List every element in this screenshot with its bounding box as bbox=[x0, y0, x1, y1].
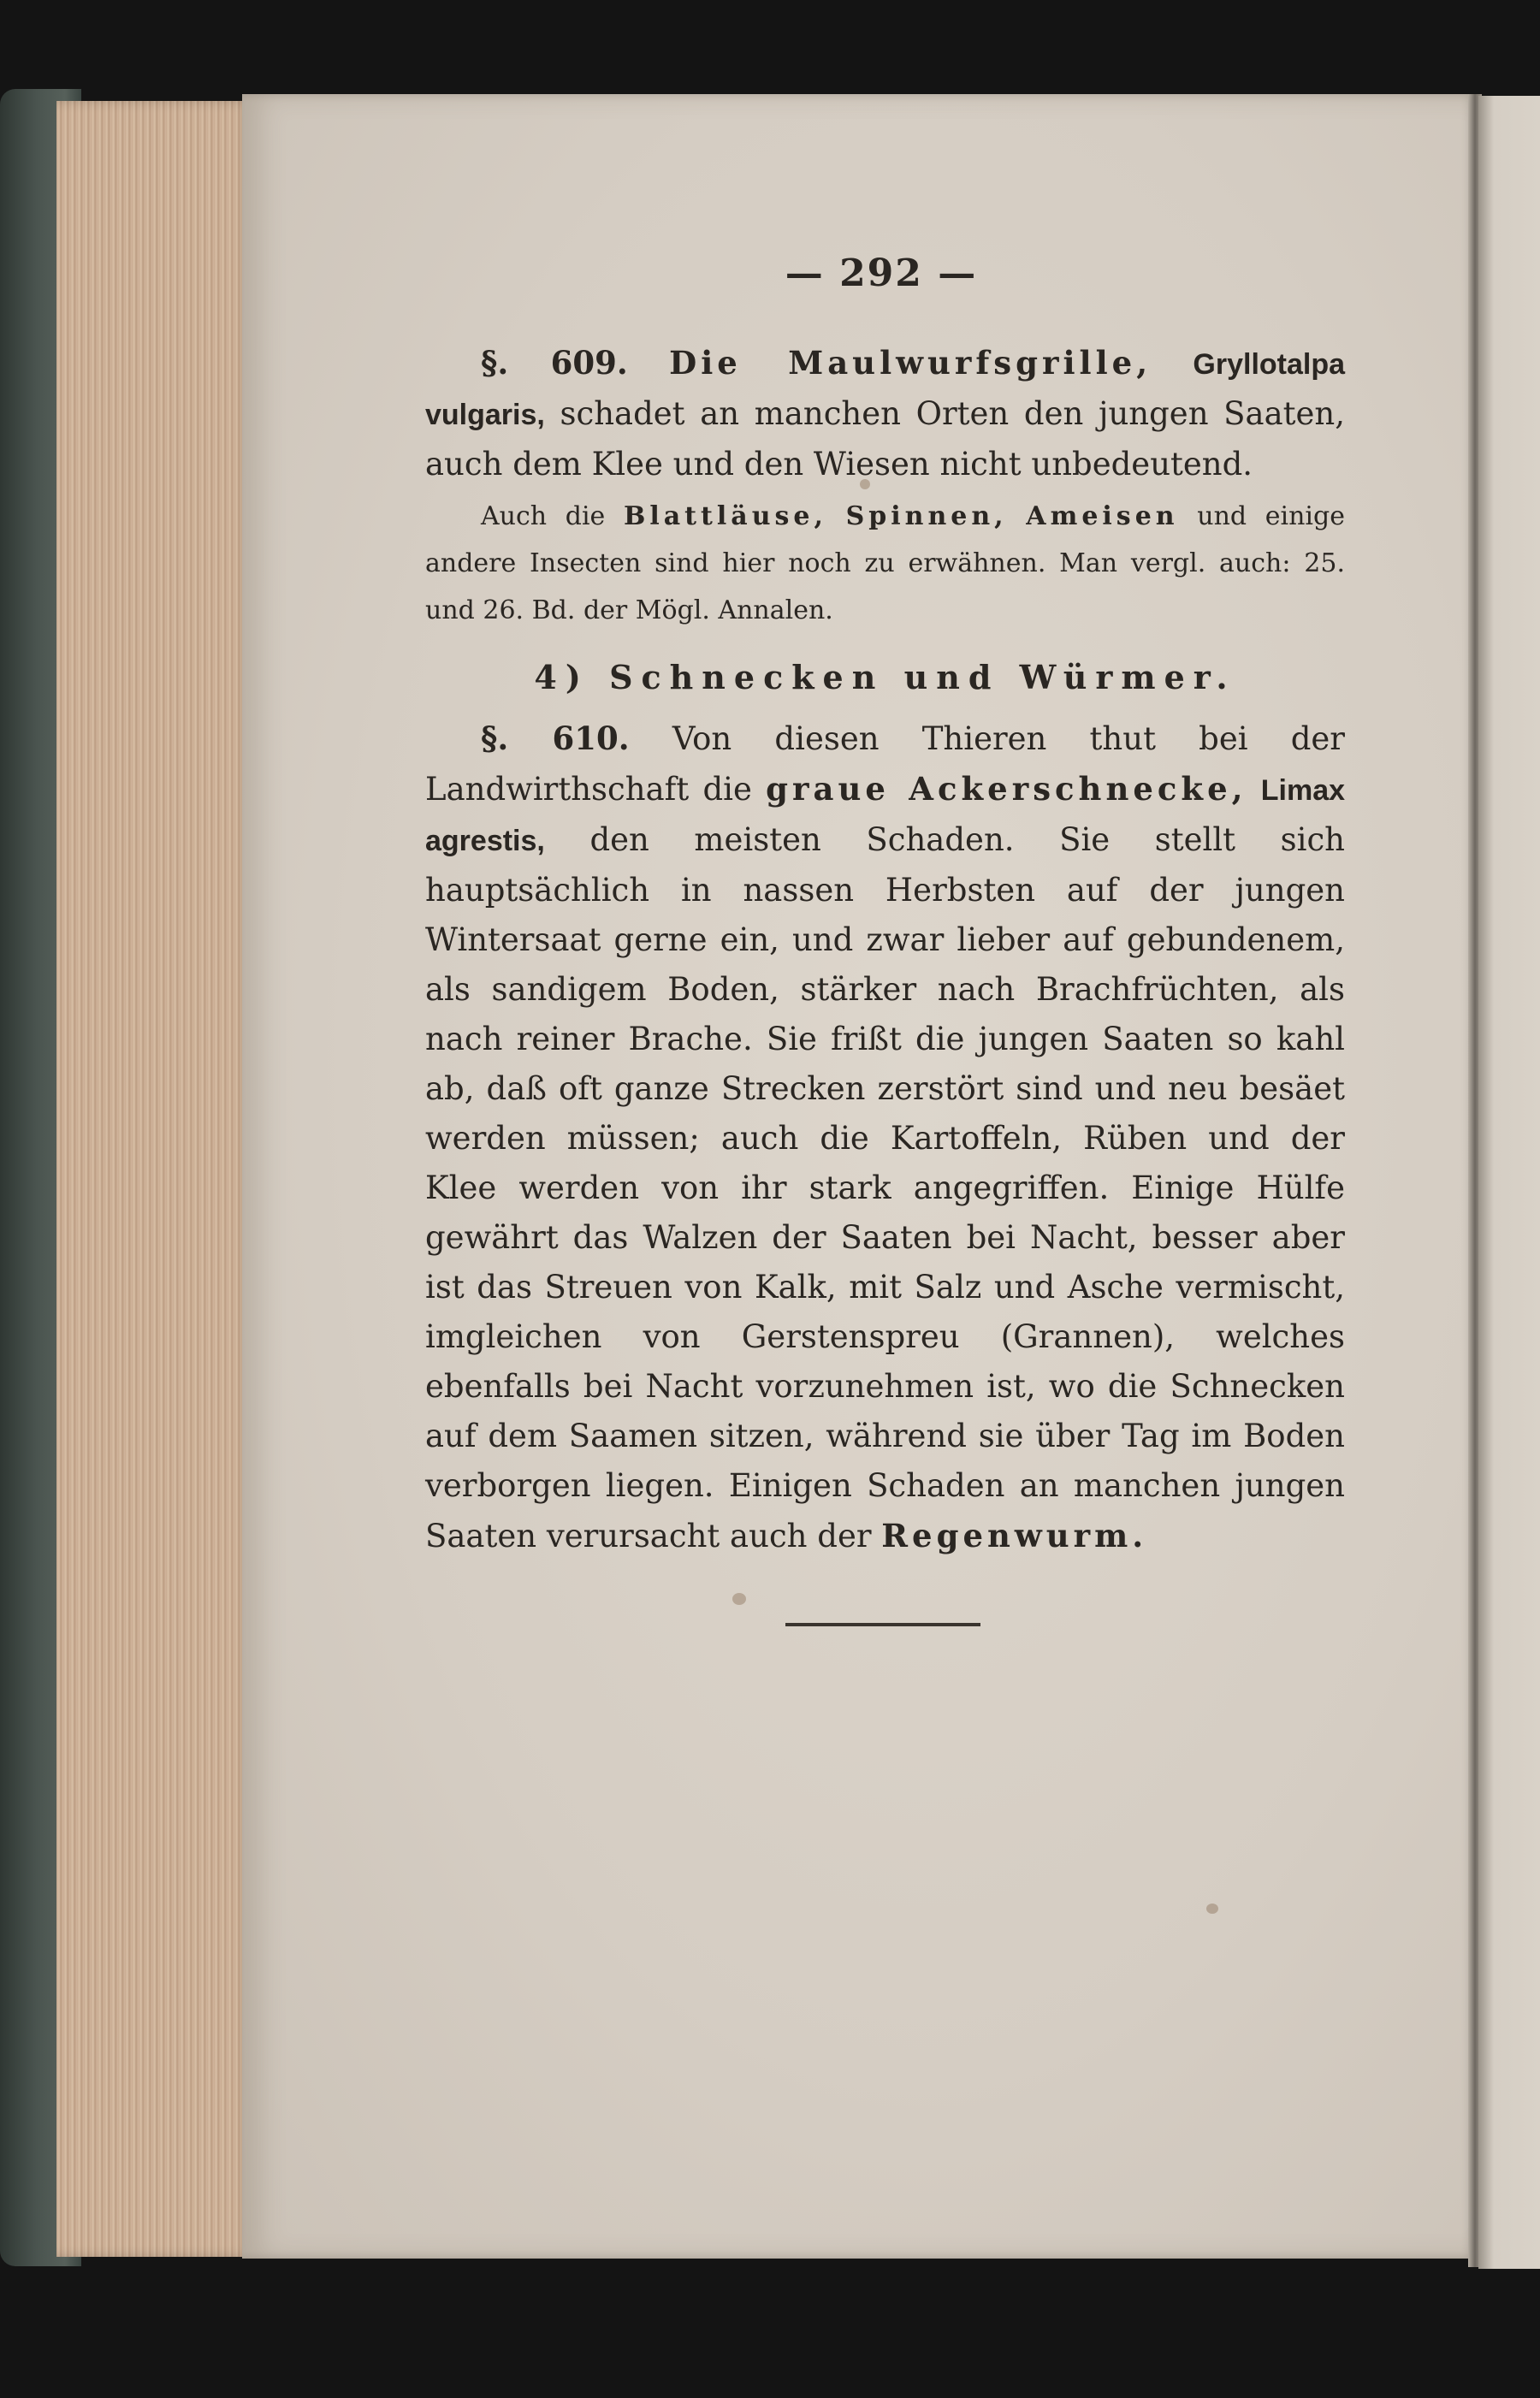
section-610-text-after: den meisten Schaden. Sie stellt sich hauptsächlich in nassen Herbsten auf der jungen Wintersaat gerne ein, und zwar lieber auf gebundenem, als sandigem Boden, stärker nach Brachfrüchten, als nach reiner Brache. Sie frißt die jungen Saaten so kahl ab, daß oft ganze Strecken zerstört sind und neu besäet werden müssen; auch die Kartoffeln, Rüben und der Klee werden von ihr stark angegriffen. Einige Hülfe gewährt das Walzen der Saaten bei Nacht, besser aber ist das Streuen von Kalk, mit Salz und Asche vermischt, imgleichen von Gerstenspreu (Grannen), welches ebenfalls bei Nacht vorzunehmen ist, wo die Schnecken auf dem Saamen sitzen, während sie über Tag im Boden verborgen liegen. Einigen Schaden an manchen jungen Saaten verursacht auch der bbox=[425, 821, 1345, 1554]
section-heading: 4) Schnecken und Würmer. bbox=[534, 658, 1236, 696]
note-609-intro: Auch die bbox=[481, 501, 606, 531]
section-610-latin: Limax agrestis, bbox=[425, 774, 1346, 857]
end-rule bbox=[785, 1623, 980, 1626]
section-609-text: schadet an manchen Orten den jungen Saaten, auch dem Klee und den Wiesen nicht unbedeutend. bbox=[425, 395, 1345, 483]
note-609-term3: Ameisen bbox=[1026, 501, 1179, 531]
section-609 bbox=[425, 338, 1345, 489]
page-stack-edge bbox=[56, 101, 253, 2257]
facing-page-edge bbox=[1478, 96, 1540, 2269]
section-610-text-before: Von diesen Thieren thut bei der Landwirthschaft die bbox=[425, 720, 1345, 808]
note-609-text: und einige andere Insecten sind hier noch zu erwähnen. Man vergl. auch: 25. und 26. Bd. der Mögl. Annalen. bbox=[425, 501, 1345, 625]
section-610 bbox=[425, 713, 1345, 1561]
paper-stain bbox=[732, 1593, 746, 1605]
section-610-term-end: Regenwurm. bbox=[881, 1517, 1148, 1554]
section-609-term: Die Maulwurfsgrille, bbox=[669, 344, 1152, 382]
page-number: — 292 — bbox=[785, 252, 978, 295]
section-609-mark: §. 609. bbox=[481, 344, 628, 382]
section-609-note bbox=[425, 493, 1345, 634]
section-610-mark: §. 610. bbox=[481, 719, 630, 757]
page-text bbox=[425, 338, 1345, 1561]
paper-stain bbox=[1206, 1904, 1218, 1914]
note-609-term1: Blattläuse, bbox=[623, 501, 827, 531]
section-609-latin: Gryllotalpa vulgaris, bbox=[425, 348, 1346, 431]
section-610-term: graue Ackerschnecke, bbox=[766, 770, 1247, 808]
note-609-term2: Spinnen, bbox=[845, 501, 1008, 531]
